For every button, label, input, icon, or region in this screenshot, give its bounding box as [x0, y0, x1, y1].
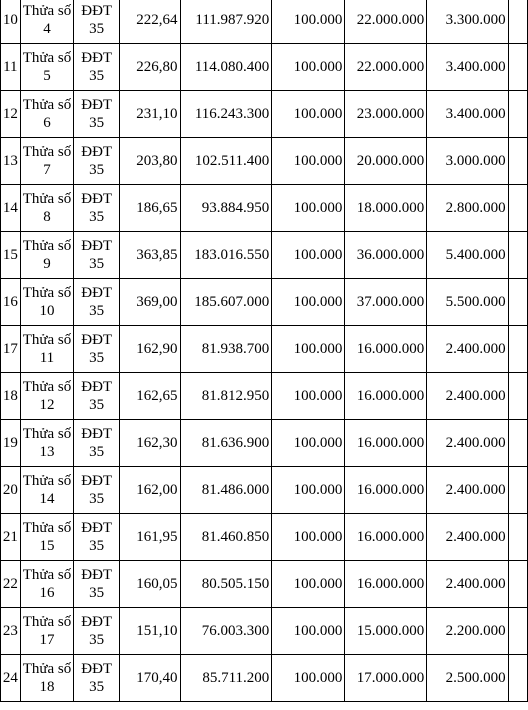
lot-number-cell [20, 185, 74, 232]
land-type-line: 35 [89, 491, 105, 507]
table-row [1, 608, 528, 655]
empty-cell [508, 0, 527, 44]
empty-cell [508, 420, 527, 467]
lot-number-line: Thửa số [22, 379, 72, 395]
lot-number-line: Thửa số [22, 50, 72, 66]
row-number-cell: 14 [1, 185, 21, 232]
deposit-cell: 16.000.000 [345, 561, 427, 608]
table-row [1, 655, 528, 702]
dossier-fee-cell: 2.400.000 [427, 420, 508, 467]
row-number-cell: 18 [1, 373, 21, 420]
row-number-cell: 21 [1, 514, 21, 561]
table-row [1, 561, 528, 608]
land-type-line: 35 [89, 538, 105, 554]
land-type-cell [74, 185, 120, 232]
land-type-cell [74, 326, 120, 373]
dossier-fee-cell: 2.800.000 [427, 185, 508, 232]
table-row [1, 0, 528, 44]
empty-cell [508, 232, 527, 279]
dossier-fee-cell: 2.400.000 [427, 373, 508, 420]
lot-number-line: Thửa số [22, 3, 72, 19]
deposit-cell: 37.000.000 [345, 279, 427, 326]
lot-number-line: 9 [43, 256, 51, 272]
price-step-cell: 100.000 [272, 185, 345, 232]
row-number-cell: 17 [1, 326, 21, 373]
land-type-cell [74, 279, 120, 326]
dossier-fee-cell: 2.400.000 [427, 467, 508, 514]
price-step-cell: 100.000 [272, 373, 345, 420]
starting-price-cell: 116.243.300 [180, 91, 272, 138]
lot-number-line: Thửa số [22, 97, 72, 113]
area-cell: 231,10 [120, 91, 181, 138]
land-type-cell [74, 138, 120, 185]
deposit-cell: 20.000.000 [345, 138, 427, 185]
lot-number-cell [20, 420, 74, 467]
empty-cell [508, 44, 527, 91]
area-cell: 162,30 [120, 420, 181, 467]
starting-price-cell: 93.884.950 [180, 185, 272, 232]
land-type-line: 35 [89, 21, 105, 37]
land-type-cell [74, 91, 120, 138]
lot-number-line: 15 [39, 538, 55, 554]
dossier-fee-cell: 2.400.000 [427, 326, 508, 373]
empty-cell [508, 279, 527, 326]
deposit-cell: 17.000.000 [345, 655, 427, 702]
lot-number-line: 13 [39, 444, 55, 460]
deposit-cell: 16.000.000 [345, 373, 427, 420]
row-number-cell: 15 [1, 232, 21, 279]
land-type-line: ĐĐT [81, 379, 113, 395]
land-type-cell [74, 373, 120, 420]
deposit-cell: 16.000.000 [345, 467, 427, 514]
lot-number-cell [20, 561, 74, 608]
land-type-line: 35 [89, 397, 105, 413]
land-type-cell [74, 232, 120, 279]
table-row [1, 44, 528, 91]
land-type-line: 35 [89, 444, 105, 460]
land-type-line: ĐĐT [81, 567, 113, 583]
starting-price-cell: 76.003.300 [180, 608, 272, 655]
price-step-cell: 100.000 [272, 655, 345, 702]
land-type-line: 35 [89, 209, 105, 225]
land-type-line: ĐĐT [81, 661, 113, 677]
area-cell: 222,64 [120, 0, 181, 44]
row-number-cell: 13 [1, 138, 21, 185]
price-step-cell: 100.000 [272, 232, 345, 279]
lot-number-line: 5 [43, 68, 51, 84]
deposit-cell: 36.000.000 [345, 232, 427, 279]
area-cell: 170,40 [120, 655, 181, 702]
deposit-cell: 16.000.000 [345, 326, 427, 373]
lot-number-cell [20, 232, 74, 279]
deposit-cell: 23.000.000 [345, 91, 427, 138]
land-type-line: 35 [89, 679, 105, 695]
deposit-cell: 16.000.000 [345, 420, 427, 467]
price-step-cell: 100.000 [272, 326, 345, 373]
price-step-cell: 100.000 [272, 44, 345, 91]
price-step-cell: 100.000 [272, 279, 345, 326]
row-number-cell: 16 [1, 279, 21, 326]
land-type-line: ĐĐT [81, 144, 113, 160]
lot-number-line: Thửa số [22, 191, 72, 207]
lot-number-line: Thửa số [22, 426, 72, 442]
dossier-fee-cell: 3.400.000 [427, 91, 508, 138]
area-cell: 162,00 [120, 467, 181, 514]
starting-price-cell: 81.812.950 [180, 373, 272, 420]
lot-number-cell [20, 0, 74, 44]
lot-number-line: 11 [39, 350, 55, 366]
starting-price-cell: 80.505.150 [180, 561, 272, 608]
lot-number-cell [20, 373, 74, 420]
price-step-cell: 100.000 [272, 138, 345, 185]
row-number-cell: 12 [1, 91, 21, 138]
land-type-line: ĐĐT [81, 97, 113, 113]
row-number-cell: 10 [1, 0, 21, 44]
empty-cell [508, 655, 527, 702]
area-cell: 162,65 [120, 373, 181, 420]
lot-number-cell [20, 91, 74, 138]
starting-price-cell: 185.607.000 [180, 279, 272, 326]
empty-cell [508, 608, 527, 655]
table-row [1, 185, 528, 232]
land-type-line: ĐĐT [81, 332, 113, 348]
land-type-line: ĐĐT [81, 238, 113, 254]
empty-cell [508, 514, 527, 561]
table-row [1, 232, 528, 279]
area-cell: 161,95 [120, 514, 181, 561]
land-type-cell [74, 514, 120, 561]
lot-number-cell [20, 44, 74, 91]
starting-price-cell: 102.511.400 [180, 138, 272, 185]
starting-price-cell: 114.080.400 [180, 44, 272, 91]
lot-number-cell [20, 655, 74, 702]
lot-number-line: Thửa số [22, 285, 72, 301]
lot-number-line: Thửa số [22, 473, 72, 489]
lot-number-line: Thửa số [22, 238, 72, 254]
deposit-cell: 22.000.000 [345, 44, 427, 91]
area-cell: 369,00 [120, 279, 181, 326]
price-step-cell: 100.000 [272, 561, 345, 608]
lot-number-line: 14 [39, 491, 55, 507]
land-type-cell [74, 0, 120, 44]
land-type-cell [74, 420, 120, 467]
lot-number-line: 12 [39, 397, 55, 413]
starting-price-cell: 81.460.850 [180, 514, 272, 561]
land-type-line: ĐĐT [81, 3, 113, 19]
empty-cell [508, 185, 527, 232]
row-number-cell: 20 [1, 467, 21, 514]
land-type-line: 35 [89, 115, 105, 131]
row-number-cell: 22 [1, 561, 21, 608]
lot-number-line: Thửa số [22, 332, 72, 348]
area-cell: 226,80 [120, 44, 181, 91]
deposit-cell: 18.000.000 [345, 185, 427, 232]
area-cell: 203,80 [120, 138, 181, 185]
lot-number-cell [20, 138, 74, 185]
dossier-fee-cell: 5.400.000 [427, 232, 508, 279]
lot-number-cell [20, 514, 74, 561]
land-type-line: ĐĐT [81, 614, 113, 630]
land-type-line: ĐĐT [81, 50, 113, 66]
table-row [1, 514, 528, 561]
dossier-fee-cell: 2.400.000 [427, 514, 508, 561]
price-step-cell: 100.000 [272, 514, 345, 561]
table-body [1, 0, 528, 702]
land-type-line: 35 [89, 162, 105, 178]
table-row [1, 279, 528, 326]
empty-cell [508, 138, 527, 185]
table-row [1, 373, 528, 420]
dossier-fee-cell: 3.400.000 [427, 44, 508, 91]
dossier-fee-cell: 2.200.000 [427, 608, 508, 655]
lot-number-cell [20, 608, 74, 655]
lot-number-line: 17 [39, 632, 55, 648]
row-number-cell: 24 [1, 655, 21, 702]
price-step-cell: 100.000 [272, 608, 345, 655]
area-cell: 186,65 [120, 185, 181, 232]
lot-number-line: Thửa số [22, 567, 72, 583]
starting-price-cell: 81.938.700 [180, 326, 272, 373]
land-type-line: ĐĐT [81, 426, 113, 442]
table-row [1, 91, 528, 138]
starting-price-cell: 81.486.000 [180, 467, 272, 514]
land-type-line: 35 [89, 585, 105, 601]
lot-number-cell [20, 279, 74, 326]
row-number-cell: 23 [1, 608, 21, 655]
lot-number-line: Thửa số [22, 614, 72, 630]
deposit-cell: 16.000.000 [345, 514, 427, 561]
land-type-line: ĐĐT [81, 191, 113, 207]
row-number-cell: 11 [1, 44, 21, 91]
price-step-cell: 100.000 [272, 467, 345, 514]
table-row [1, 420, 528, 467]
empty-cell [508, 561, 527, 608]
land-type-line: 35 [89, 350, 105, 366]
deposit-cell: 15.000.000 [345, 608, 427, 655]
dossier-fee-cell: 3.000.000 [427, 138, 508, 185]
lot-number-line: Thửa số [22, 144, 72, 160]
land-type-line: ĐĐT [81, 520, 113, 536]
land-type-cell [74, 608, 120, 655]
land-type-line: 35 [89, 68, 105, 84]
starting-price-cell: 81.636.900 [180, 420, 272, 467]
dossier-fee-cell: 5.500.000 [427, 279, 508, 326]
empty-cell [508, 467, 527, 514]
price-step-cell: 100.000 [272, 91, 345, 138]
table-row [1, 326, 528, 373]
lot-number-cell [20, 467, 74, 514]
lot-number-line: 4 [43, 21, 51, 37]
land-type-cell [74, 44, 120, 91]
starting-price-cell: 183.016.550 [180, 232, 272, 279]
lot-number-line: Thửa số [22, 520, 72, 536]
lot-number-line: 10 [39, 303, 55, 319]
price-step-cell: 100.000 [272, 0, 345, 44]
land-type-line: ĐĐT [81, 285, 113, 301]
lot-number-line: Thửa số [22, 661, 72, 677]
empty-cell [508, 326, 527, 373]
lot-number-line: 16 [39, 585, 55, 601]
area-cell: 162,90 [120, 326, 181, 373]
dossier-fee-cell: 2.400.000 [427, 561, 508, 608]
lot-number-line: 6 [43, 115, 51, 131]
area-cell: 160,05 [120, 561, 181, 608]
table-row [1, 138, 528, 185]
land-type-line: 35 [89, 303, 105, 319]
lot-number-cell [20, 326, 74, 373]
price-step-cell: 100.000 [272, 420, 345, 467]
dossier-fee-cell: 3.300.000 [427, 0, 508, 44]
row-number-cell: 19 [1, 420, 21, 467]
table-row [1, 467, 528, 514]
lot-number-line: 7 [43, 162, 51, 178]
land-type-cell [74, 561, 120, 608]
land-type-line: 35 [89, 256, 105, 272]
land-type-line: 35 [89, 632, 105, 648]
empty-cell [508, 373, 527, 420]
land-type-line: ĐĐT [81, 473, 113, 489]
land-type-cell [74, 467, 120, 514]
dossier-fee-cell: 2.500.000 [427, 655, 508, 702]
empty-cell [508, 91, 527, 138]
lot-number-line: 8 [43, 209, 51, 225]
deposit-cell: 22.000.000 [345, 0, 427, 44]
starting-price-cell: 85.711.200 [180, 655, 272, 702]
area-cell: 363,85 [120, 232, 181, 279]
starting-price-cell: 111.987.920 [180, 0, 272, 44]
lot-number-line: 18 [39, 679, 55, 695]
area-cell: 151,10 [120, 608, 181, 655]
land-type-cell [74, 655, 120, 702]
